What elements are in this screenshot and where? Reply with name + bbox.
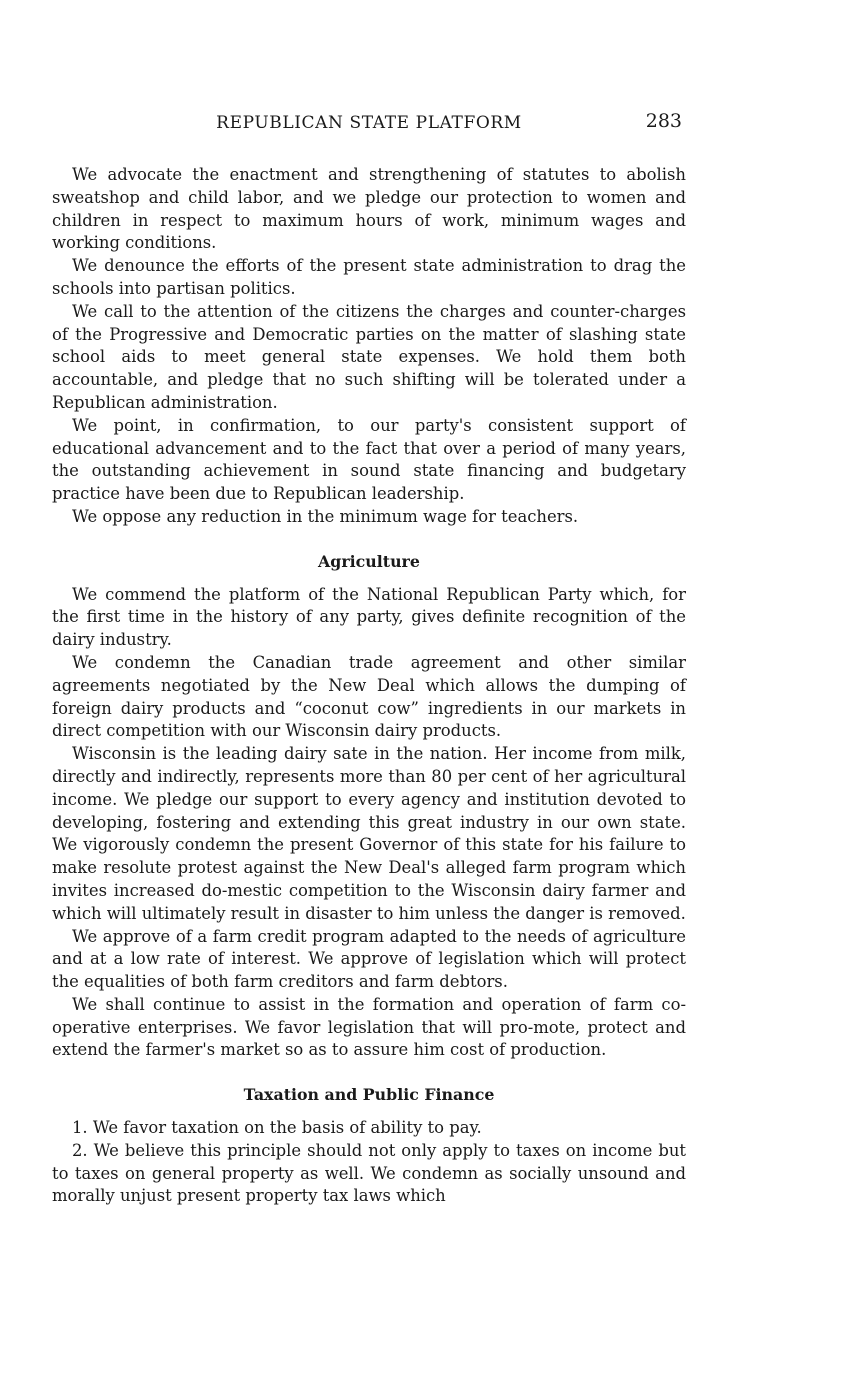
paragraph-farm-cooperatives: We shall continue to assist in the formation and operation of farm co-operative enterprises. We favor legislation that will pro-mote, protect and extend the farmer's market so as to assure him cost of production. bbox=[52, 994, 686, 1060]
paragraph-canadian-trade-agreement: We condemn the Canadian trade agreement and other similar agreements negotiated by the New Deal which allows the dumping of foreign dairy products and “coconut cow” ingredients in our markets in direct competition with our Wisconsin dairy products. bbox=[52, 652, 686, 741]
document-page bbox=[52, 108, 686, 1208]
taxation-section bbox=[52, 1084, 686, 1208]
paragraph-wisconsin-dairy: Wisconsin is the leading dairy sate in the nation. Her income from milk, directly and indirectly, represents more than 80 per cent of her agricultural income. We pledge our support to every agency and institution devoted to developing, fostering and extending this great industry in our own state. We vigorously condemn the present Governor of this state for his failure to make resolute protest against the New Deal's alleged farm program which invites increased do-mestic competition to the Wisconsin dairy farmer and which will ultimately result in disaster to him unless the danger is removed. bbox=[52, 744, 686, 923]
paragraph-farm-credit: We approve of a farm credit program adapted to the needs of agriculture and at a low rate of interest. We approve of legislation which will protect the equalities of both farm creditors and farm debtors. bbox=[52, 926, 686, 992]
running-title: REPUBLICAN STATE PLATFORM bbox=[216, 113, 522, 133]
paragraph-national-platform: We commend the platform of the National Republican Party which, for the first time in the history of any party, gives definite recognition of the dairy industry. bbox=[52, 584, 686, 650]
paragraph-sweatshop-child-labor: We advocate the enactment and strengthening of statutes to abolish sweatshop and child labor, and we pledge our protection to women and children in respect to maximum hours of work, minimum wages and working conditions. bbox=[52, 165, 686, 253]
paragraph-teacher-minimum-wage: We oppose any reduction in the minimum wage for teachers. bbox=[72, 506, 579, 526]
paragraph-schools-partisan-politics: We denounce the efforts of the present state administration to drag the schools into partisan politics. bbox=[52, 256, 686, 298]
intro-section bbox=[52, 164, 686, 529]
paragraph-property-tax: 2. We believe this principle should not only apply to taxes on income but to taxes on general property as well. We condemn as socially unsound and morally unjust present property tax laws which bbox=[52, 1140, 686, 1206]
section-heading-agriculture: Agriculture bbox=[318, 551, 420, 571]
paragraph-ability-to-pay: 1. We favor taxation on the basis of ability to pay. bbox=[72, 1118, 482, 1138]
running-header bbox=[52, 108, 686, 138]
section-heading-taxation: Taxation and Public Finance bbox=[243, 1085, 495, 1105]
agriculture-section bbox=[52, 551, 686, 1063]
paragraph-educational-advancement: We point, in confirmation, to our party's consistent support of educational advancement and to the fact that over a period of many years, the outstanding achievement in sound state financing and budgetary practice have been due to Republican leadership. bbox=[52, 415, 686, 504]
page-number: 283 bbox=[645, 110, 682, 132]
paragraph-school-aids: We call to the attention of the citizens the charges and counter-charges of the Progressive and Democratic parties on the matter of slashing state school aids to meet general state expenses. We hold them both accountable, and pledge that no such shifting will be tolerated under a Republican administration. bbox=[52, 301, 686, 412]
